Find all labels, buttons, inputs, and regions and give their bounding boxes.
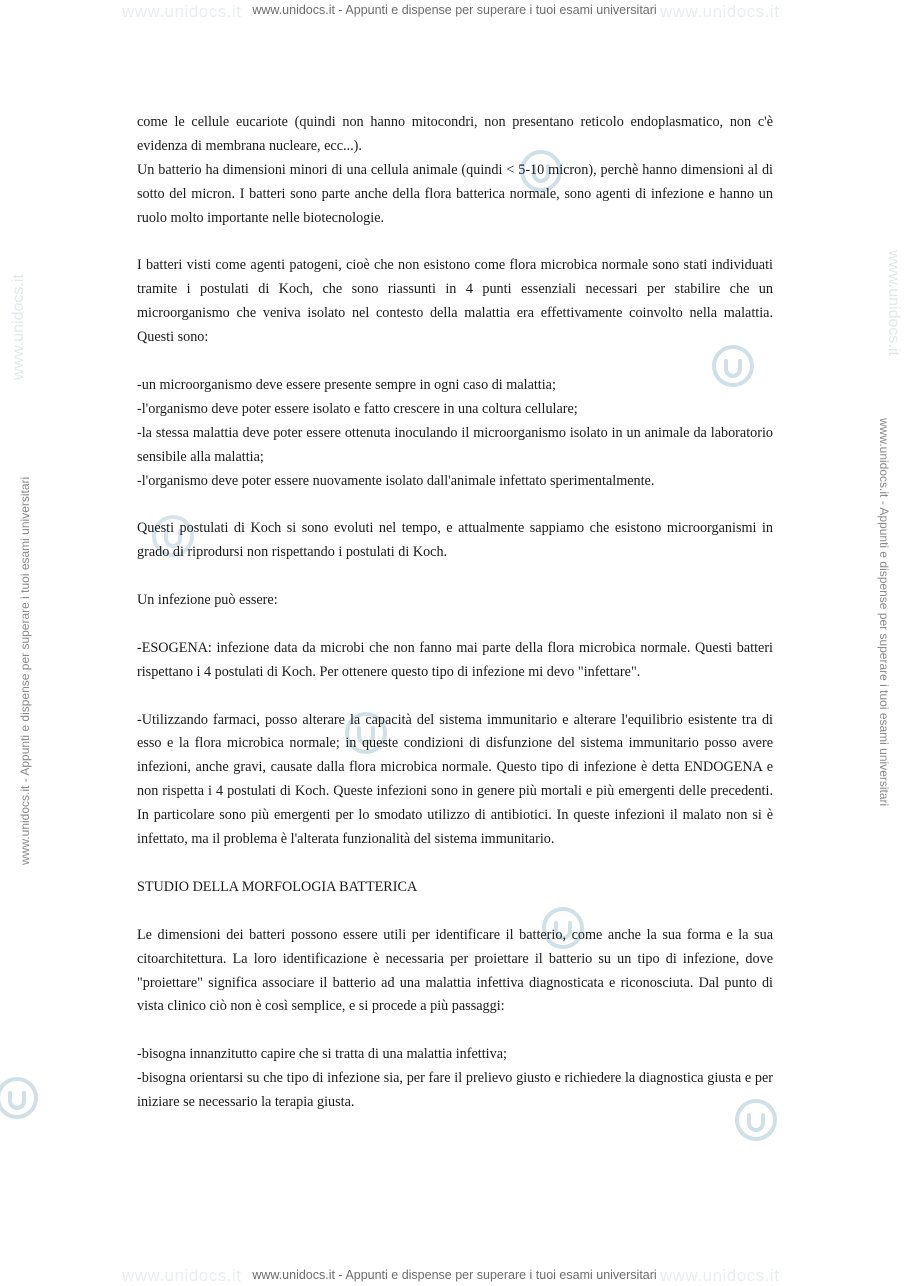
unidocs-logo-icon <box>0 1075 40 1121</box>
list-item: -l'organismo deve poter essere isolato e fatto crescere in una coltura cellulare; <box>137 400 578 417</box>
paragraph: come le cellule eucariote (quindi non hanno mitocondri, non presentano reticolo endoplasmatico, non c'è evidenza di membrana nucleare, ecc...). <box>137 114 773 154</box>
watermark-ghost-bottom-right: www.unidocs.it <box>660 1266 780 1285</box>
watermark-ghost-top: www.unidocs.it <box>122 2 242 21</box>
list-item: -un microorganismo deve essere presente sempre in ogni caso di malattia; <box>137 376 556 393</box>
list-item: -bisogna innanzitutto capire che si tratta di una malattia infettiva; <box>137 1046 507 1063</box>
paragraph: Questi postulati di Koch si sono evoluti nel tempo, e attualmente sappiamo che esistono microorganismi in grado di riprodursi non rispettando i postulati di Koch. <box>137 520 773 561</box>
paragraph: I batteri visti come agenti patogeni, cioè che non esistono come flora microbica normale sono stati individuati tramite i postulati di Koch, che sono riassunti in 4 punti essenziali necessari per stabilire che un microorganismo che veniva isolato nel contesto della malattia era effettivamente coinvolto nella malattia. Questi sono: <box>137 257 773 346</box>
paragraph: Un batterio ha dimensioni minori di una cellula animale (quindi < 5-10 micron), perchè hanno dimensioni al di sotto del micron. I batteri sono parte anche della flora batterica normale, sono agenti di infezione e hanno un ruolo molto importante nelle biotecnologie. <box>137 161 773 226</box>
watermark-banner-left: www.unidocs.it - Appunti e dispense per superare i tuoi esami universitari <box>18 476 32 865</box>
watermark-banner-bottom: www.unidocs.it - Appunti e dispense per superare i tuoi esami universitari <box>252 1268 657 1282</box>
watermark-ghost-bottom: www.unidocs.it <box>122 1266 242 1285</box>
section-heading: STUDIO DELLA MORFOLOGIA BATTERICA <box>137 878 418 895</box>
watermark-banner-right: www.unidocs.it - Appunti e dispense per superare i tuoi esami universitari <box>877 418 891 807</box>
watermark-banner-top: www.unidocs.it - Appunti e dispense per superare i tuoi esami universitari <box>252 3 657 17</box>
paragraph: Un infezione può essere: <box>137 592 278 609</box>
watermark-ghost-top-right: www.unidocs.it <box>660 2 780 21</box>
paragraph: Le dimensioni dei batteri possono essere utili per identificare il batterio, come anche la sua forma e la sua citoarchitettura. La loro identificazione è necessaria per proiettare il batterio su un tipo di infezione, dove "proiettare" significa associare il batterio ad una malattia infettiva diagnosticata e riconosciuta. Dal punto di vista clinico ciò non è così semplice, e si procede a più passaggi: <box>137 926 773 1015</box>
paragraph: -Utilizzando farmaci, posso alterare la capacità del sistema immunitario e alterare l'equilibrio esistente tra di esso e la flora microbica normale; in queste condizioni di disfunzione del sistema immunitario posso avere infezioni, anche gravi, causate dalla flora microbica normale. Questo tipo di infezione è detta ENDOGENA e non rispetta i 4 postulati di Koch. Queste infezioni sono in genere più mortali e più emergenti delle precedenti. In particolare sono più emergenti per lo smodato utilizzo di antibiotici. In queste infezioni il malato non si è infettato, ma il problema è l'alterata funzionalità del sistema immunitario. <box>137 711 773 848</box>
list-item: -bisogna orientarsi su che tipo di infezione sia, per fare il prelievo giusto e richiedere la diagnostica giusta e per iniziare se necessario la terapia giusta. <box>137 1070 773 1111</box>
watermark-ghost-side-right: www.unidocs.it <box>885 250 902 356</box>
document-body <box>137 111 773 1115</box>
list-item: -la stessa malattia deve poter essere ottenuta inoculando il microorganismo isolato in un animale da laboratorio sensibile alla malattia; <box>137 424 773 465</box>
watermark-ghost-side-left: www.unidocs.it <box>10 274 27 380</box>
list-item: -l'organismo deve poter essere nuovamente isolato dall'animale infettato sperimentalmente. <box>137 472 655 489</box>
paragraph: -ESOGENA: infezione data da microbi che non fanno mai parte della flora microbica normale. Questi batteri rispettano i 4 postulati di Koch. Per ottenere questo tipo di infezione mi devo "infettare". <box>137 639 773 680</box>
